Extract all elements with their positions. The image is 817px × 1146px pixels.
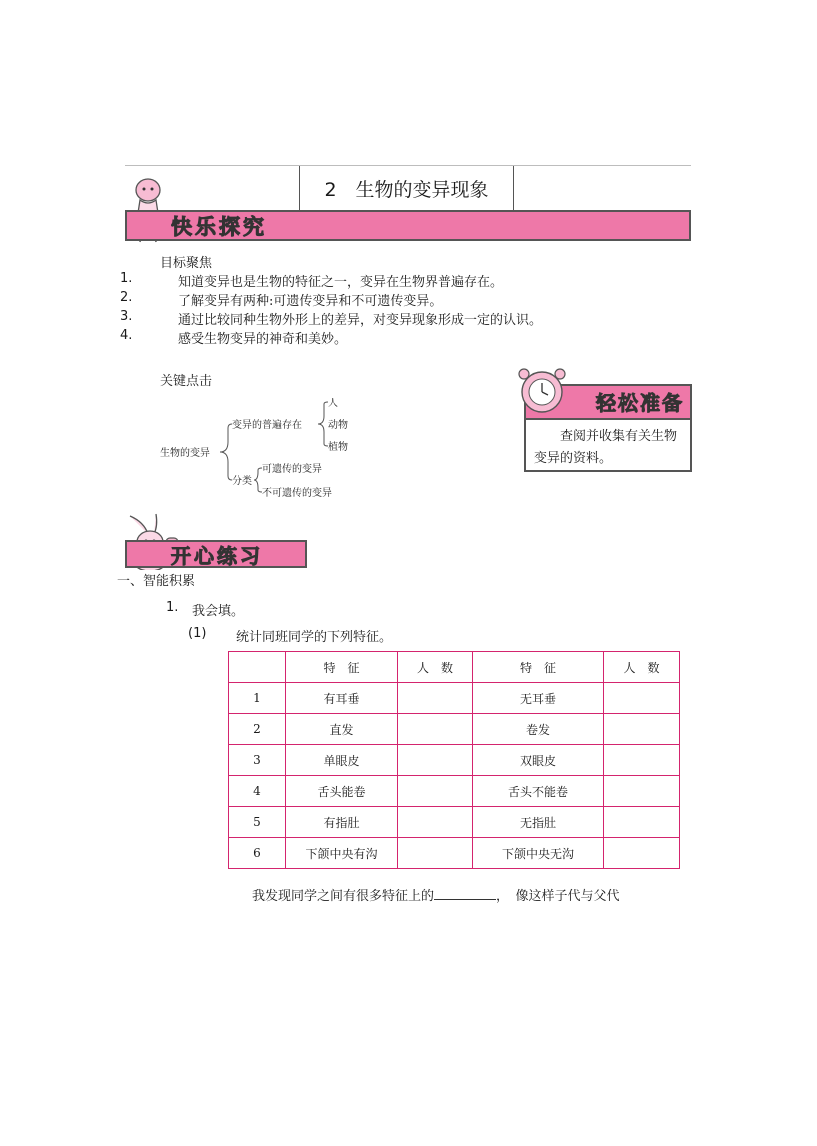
trait-cell: 舌头能卷	[286, 776, 398, 807]
count-cell[interactable]	[604, 683, 680, 714]
goals-heading: 目标聚焦	[160, 256, 213, 271]
goal-text: 通过比较同种生物外形上的差异，对变异现象形成一定的认识。	[178, 313, 543, 328]
trait-cell: 下颌中央有沟	[286, 838, 398, 869]
explore-banner: 快乐探究	[125, 210, 691, 241]
count-cell[interactable]	[398, 838, 473, 869]
header-cell: 特 征	[473, 652, 604, 683]
trait-cell: 双眼皮	[473, 745, 604, 776]
row-index: 2	[229, 714, 286, 745]
table-row	[229, 838, 680, 869]
count-cell[interactable]	[604, 838, 680, 869]
goal-num: 3.	[120, 309, 133, 324]
row-index: 6	[229, 838, 286, 869]
concept-tree	[158, 398, 378, 502]
goal-text: 感受生物变异的神奇和美妙。	[178, 332, 348, 347]
subquestion-num: (1)	[188, 626, 207, 641]
count-cell[interactable]	[604, 714, 680, 745]
clock-mascot-icon	[512, 364, 572, 418]
table-row	[229, 683, 680, 714]
tree-leaf: 人	[328, 398, 338, 409]
row-index: 4	[229, 776, 286, 807]
row-index: 1	[229, 683, 286, 714]
count-cell[interactable]	[604, 776, 680, 807]
trait-cell: 下颌中央无沟	[473, 838, 604, 869]
fill-blank[interactable]	[434, 887, 496, 900]
count-cell[interactable]	[398, 807, 473, 838]
trait-cell: 直发	[286, 714, 398, 745]
header-cell: 特 征	[286, 652, 398, 683]
table-row	[229, 807, 680, 838]
table-row	[229, 714, 680, 745]
trait-cell: 有指肚	[286, 807, 398, 838]
keypoints-heading: 关键点击	[160, 374, 213, 389]
tree-leaf: 可遗传的变异	[262, 464, 322, 475]
goal-num: 1.	[120, 271, 133, 286]
count-cell[interactable]	[604, 807, 680, 838]
header-cell	[229, 652, 286, 683]
traits-table	[228, 651, 680, 869]
footer-text: ， 像这样子代与父代	[496, 889, 620, 904]
trait-cell: 无耳垂	[473, 683, 604, 714]
tree-branch-1: 变异的普遍存在	[232, 420, 302, 431]
tree-leaf: 动物	[328, 420, 348, 431]
prepare-banner: 轻松准备	[526, 386, 690, 420]
count-cell[interactable]	[604, 745, 680, 776]
lesson-title: 2 生物的变异现象	[299, 166, 514, 210]
trait-cell: 无指肚	[473, 807, 604, 838]
count-cell[interactable]	[398, 714, 473, 745]
count-cell[interactable]	[398, 745, 473, 776]
footer-sentence	[252, 885, 620, 904]
table-row	[229, 776, 680, 807]
count-cell[interactable]	[398, 776, 473, 807]
trait-cell: 单眼皮	[286, 745, 398, 776]
row-index: 3	[229, 745, 286, 776]
trait-cell: 卷发	[473, 714, 604, 745]
prepare-text: 查阅并收集有关生物变异的资料。	[534, 429, 678, 466]
tree-branch-2: 分类	[232, 476, 252, 487]
practice-banner: 开心练习	[125, 540, 307, 568]
footer-text: 我发现同学之间有很多特征上的	[252, 889, 435, 904]
trait-cell: 舌头不能卷	[473, 776, 604, 807]
count-cell[interactable]	[398, 683, 473, 714]
goal-text: 知道变异也是生物的特征之一，变异在生物界普遍存在。	[178, 275, 504, 290]
table-header-row	[229, 652, 680, 683]
question-num: 1.	[166, 600, 179, 615]
section-heading: 一、智能积累	[117, 574, 196, 589]
trait-cell: 有耳垂	[286, 683, 398, 714]
goal-text: 了解变异有两种:可遗传变异和不可遗传变异。	[178, 294, 443, 309]
subquestion-text: 统计同班同学的下列特征。	[236, 630, 393, 645]
tree-leaf: 植物	[328, 442, 348, 453]
goal-num: 4.	[120, 328, 133, 343]
question-text: 我会填。	[192, 604, 245, 619]
tree-root: 生物的变异	[160, 448, 210, 459]
table-row	[229, 745, 680, 776]
tree-leaf: 不可遗传的变异	[262, 488, 332, 499]
header-cell: 人 数	[604, 652, 680, 683]
goal-num: 2.	[120, 290, 133, 305]
header-cell: 人 数	[398, 652, 473, 683]
row-index: 5	[229, 807, 286, 838]
